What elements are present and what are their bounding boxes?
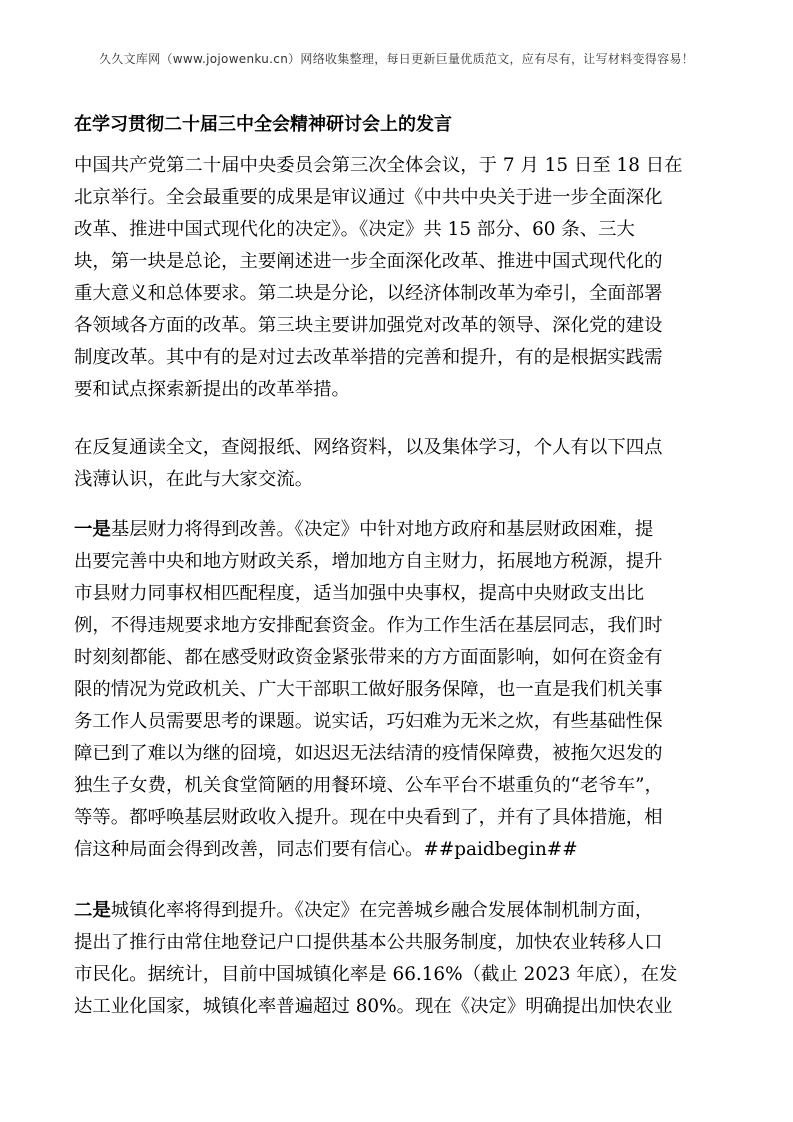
text-line: 北京举行。全会最重要的成果是审议通过《中共中央关于进一步全面深化 <box>74 187 663 208</box>
text-line: 限的情况为党政机关、广大干部职工做好服务保障，也一直是我们机关事 <box>74 679 663 700</box>
text-line: 块，第一块是总论，主要阐述进一步全面深化改革、推进中国式现代化的 <box>74 251 663 272</box>
text-line: 时刻刻都能、都在感受财政资金紧张带来的方方面面影响，如何在资金有 <box>74 647 663 668</box>
text-line: 城镇化率将得到提升。《决定》在完善城乡融合发展体制机制方面， <box>110 900 654 921</box>
text-line: 障已到了难以为继的囧境，如迟迟无法结清的疫情保障费，被拖欠迟发的 <box>74 743 663 764</box>
paragraph-point-two <box>74 895 724 1023</box>
point-lead: 二是 <box>74 900 111 921</box>
paragraph-overview <box>74 432 724 496</box>
text-line: 信这种局面会得到改善，同志们要有信心。##paidbegin## <box>74 839 578 860</box>
point-lead: 一是 <box>74 519 111 540</box>
document-title: 在学习贯彻二十届三中全会精神研讨会上的发言 <box>74 114 452 135</box>
text-line: 例，不得违规要求地方安排配套资金。作为工作生活在基层同志，我们时 <box>74 615 663 636</box>
text-line: 务工作人员需要思考的课题。说实话，巧妇难为无米之炊，有些基础性保 <box>74 711 663 732</box>
text-line: 独生子女费，机关食堂简陋的用餐环境、公车平台不堪重负的“老爷车”， <box>74 775 663 796</box>
text-line: 要和试点探索新提出的改革举措。 <box>74 379 350 400</box>
text-line: 浅薄认识，在此与大家交流。 <box>74 469 314 490</box>
text-line: 制度改革。其中有的是对过去改革举措的完善和提升，有的是根据实践需 <box>74 347 663 368</box>
text-line: 提出了推行由常住地登记户口提供基本公共服务制度，加快农业转移人口 <box>74 932 663 953</box>
text-line: 基层财力将得到改善。《决定》中针对地方政府和基层财政困难，提 <box>110 519 654 540</box>
text-line: 中国共产党第二十届中央委员会第三次全体会议，于 7 月 15 日至 18 日在 <box>74 155 683 176</box>
text-line: 在反复通读全文，查阅报纸、网络资料，以及集体学习，个人有以下四点 <box>74 437 663 458</box>
text-line: 出要完善中央和地方财政关系，增加地方自主财力，拓展地方税源，提升 <box>74 551 663 572</box>
text-line: 等等。都呼唤基层财政收入提升。现在中央看到了，并有了具体措施，相 <box>74 807 663 828</box>
text-line: 重大意义和总体要求。第二块是分论，以经济体制改革为牵引，全面部署 <box>74 283 663 304</box>
text-line: 市县财力同事权相匹配程度，适当加强中央事权，提高中央财政支出比 <box>74 583 645 604</box>
page-header: 久久文库网（www.jojowenku.cn）网络收集整理，每日更新巨量优质范文，应有尽有，让写材料变得容易！ <box>98 52 695 66</box>
text-line: 各领域各方面的改革。第三块主要讲加强党对改革的领导、深化党的建设 <box>74 315 663 336</box>
paragraph-point-one <box>74 514 724 866</box>
text-line: 达工业化国家，城镇化率普遍超过 80%。现在《决定》明确提出加快农业 <box>74 996 673 1017</box>
paragraph-intro <box>74 150 724 406</box>
text-line: 改革、推进中国式现代化的决定》。《决定》共 15 部分、60 条、三大 <box>74 219 635 240</box>
text-line: 市民化。据统计，目前中国城镇化率是 66.16%（截止 2023 年底），在发 <box>74 964 678 985</box>
